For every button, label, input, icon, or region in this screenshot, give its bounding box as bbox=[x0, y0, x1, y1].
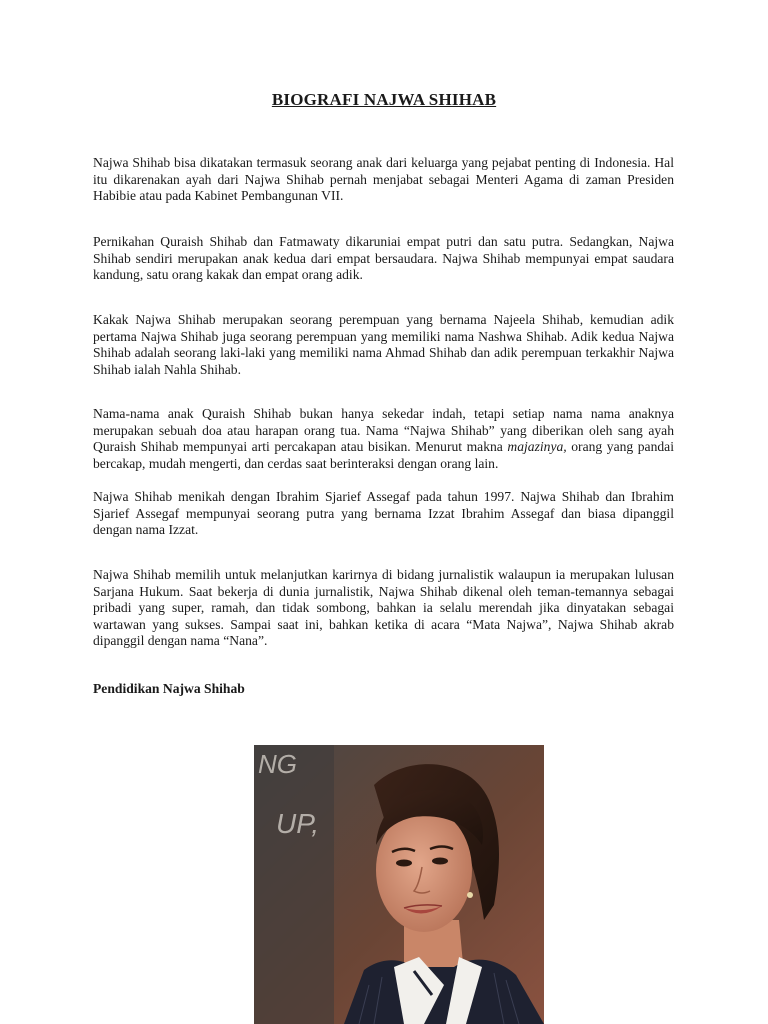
paragraph-text: Nama-nama anak Quraish Shihab bukan hanya sekedar indah, tetapi setiap nama nama anaknya merupakan sebuah doa atau harapan orang tua. Nama “Najwa Shihab” yang diberikan oleh sang ayah Quraish Shihab mempunyai arti percakapan atau bisikan. Menurut makna bbox=[93, 406, 674, 454]
page-title: BIOGRAFI NAJWA SHIHAB bbox=[271, 90, 497, 109]
paragraph-career: Najwa Shihab memilih untuk melanjutkan karirnya di bidang jurnalistik walaupun ia merupakan lulusan Sarjana Hukum. Saat bekerja di dunia jurnalistik, Najwa Shihab dikenal oleh teman-temannya sebagai pribadi yang super, ramah, dan tidak sombong, bahkan ia selalu merendah jika dinyatakan sebagai wartawan yang sukses. Sampai saat ini, bahkan ketika di acara “Mata Najwa”, Najwa Shihab akrab dipanggil dengan nama “Nana”. bbox=[93, 567, 674, 648]
section-heading-education: Pendidikan Najwa Shihab bbox=[93, 681, 245, 696]
paragraph-text: orang yang pandai bercakap, mudah mengerti, dan cerdas saat berinteraksi dengan orang lain. bbox=[93, 439, 674, 471]
italic-term: majazinya, bbox=[507, 439, 567, 454]
paragraph-marriage: Najwa Shihab menikah dengan Ibrahim Sjarief Assegaf pada tahun 1997. Najwa Shihab dan Ibrahim Sjarief Assegaf mempunyai seorang putra yang bernama Izzat Ibrahim Assegaf dan biasa dipanggil dengan nama Izzat. bbox=[93, 489, 674, 537]
chalk-text: UP, bbox=[276, 808, 320, 839]
paragraph-sibling-names: Kakak Najwa Shihab merupakan seorang perempuan yang bernama Najeela Shihab, kemudian adik pertama Najwa Shihab juga seorang perempuan yang memiliki nama Nashwa Shihab. Adik kedua Najwa Shihab adalah seorang laki-laki yang memiliki nama Ahmad Shihab dan adik perempuan terkakhir Najwa Shihab ialah Nahla Shihab. bbox=[93, 312, 674, 377]
paragraph-family-background: Najwa Shihab bisa dikatakan termasuk seorang anak dari keluarga yang pejabat penting di Indonesia. Hal itu dikarenakan ayah dari Najwa Shihab pernah menjabat sebagai Menteri Agama di zaman Presiden Habibie atau pada Kabinet Pembangunan VII. bbox=[93, 155, 674, 203]
paragraph-name-meaning bbox=[93, 406, 674, 472]
chalk-text: NG bbox=[258, 749, 297, 779]
portrait-photo bbox=[254, 745, 544, 1024]
paragraph-siblings-overview: Pernikahan Quraish Shihab dan Fatmawaty dikaruniai empat putri dan satu putra. Sedangkan, Najwa Shihab sendiri merupakan anak kedua dari empat bersaudara. Najwa Shihab mempunyai empat saudara kandung, satu orang kakak dan empat orang adik. bbox=[93, 234, 674, 282]
